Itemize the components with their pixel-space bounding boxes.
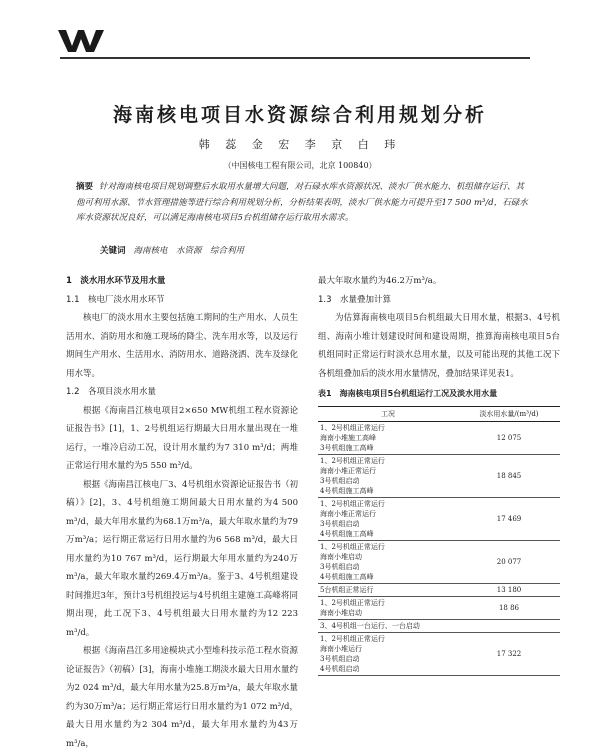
condition-line: 3号机组启动: [320, 476, 360, 485]
condition-cell: [318, 632, 458, 675]
table-row: [318, 421, 560, 454]
header-rule: [60, 57, 530, 59]
water-amount-cell: 13 180: [458, 583, 560, 596]
condition-line: 1、2号机组正常运行: [320, 423, 385, 432]
condition-cell: [318, 583, 458, 596]
paragraph: 根据《海南昌江多用途模块式小型堆科技示范工程水资源论证报告》（初稿）[3]，海南小堆施工期淡水最大日用水量约为2 024 m³/d，最大年用水量为25.8万m³/a，最大年取水量约为30万m³/a；运行期正常运行日用水量约为1 072 m³/d，最大日用水量约为2 304 m³/d，最大年用水量约为43万m³/a，: [66, 646, 298, 749]
right-column: [318, 272, 560, 676]
table-row: [318, 540, 560, 583]
condition-cell: [318, 540, 458, 583]
table-row: [318, 497, 560, 540]
condition-line: 海南小堆正常运行: [320, 466, 376, 475]
water-amount-cell: 18 86: [458, 596, 560, 619]
condition-line: 3号机组启动: [320, 654, 360, 663]
water-amount-cell: 17 469: [458, 497, 560, 540]
keywords: [100, 244, 244, 256]
condition-line: 海南小堆施工高峰: [320, 433, 376, 442]
condition-line: 1、2号机组正常运行: [320, 598, 385, 607]
paragraph: 根据《海南昌江核电项目2×650 MW机组工程水资源论证报告书》[1]，1、2号机组运行期最大日用水量出现在一堆运行，一堆冷启动工况，设计用水量约为7 310 m³/d；两堆正常运行用水量约为5 550 m³/d。: [66, 405, 298, 471]
condition-cell: [318, 421, 458, 454]
journal-logo-icon: [58, 30, 108, 52]
condition-line: 1、2号机组正常运行: [320, 456, 385, 465]
table-row: [318, 454, 560, 497]
table-header-cell: 淡水用水量/(m³/d): [458, 406, 560, 421]
abstract-text: 针对海南核电项目规划调整后水取用水量增大问题，对石碌水库水资源状况、淡水厂供水能力、机组储存运行、其他可利用水源、节水管理措施等进行综合利用规划分析，分析结果表明，淡水厂供水能力可提升至17 500 m³/d，石碌水库水资源状况良好，可以满足海南核电项目5台机组储存运行取用水需求。: [76, 182, 528, 224]
left-column: [66, 272, 298, 753]
condition-line: 1、2号机组正常运行: [320, 499, 385, 508]
water-amount-cell: 12 075: [458, 421, 560, 454]
water-amount-cell: [458, 619, 560, 632]
paragraph: 为估算海南核电项目5台机组最大日用水量，根据3、4号机组、海南小堆计划建设时间和建设周期，推算海南核电项目5台机组同时正常运行时淡水总用水量，以及可能出现的其他工况下各机组叠加后的淡水用水量情况，叠加结果详见表1。: [318, 313, 560, 379]
paper-authors: 韩 蕊 金 宏 李 京 白 玮: [198, 138, 402, 151]
water-amount-cell: 20 077: [458, 540, 560, 583]
condition-cell: [318, 619, 458, 632]
keywords-label: 关键词: [100, 246, 126, 256]
subsection-heading: 1.2 各项目淡水用水量: [66, 387, 157, 397]
paper-title: 海南核电项目水资源综合利用规划分析: [112, 104, 487, 126]
condition-line: 3、4号机组一台运行、一台启动: [320, 621, 420, 630]
keywords-text: 海南核电 水资源 综合利用: [133, 246, 245, 256]
condition-line: 4号机组施工高峰: [320, 486, 374, 495]
table-header-cell: 工况: [318, 406, 458, 421]
condition-line: 海南小堆启动: [320, 608, 362, 617]
condition-cell: [318, 596, 458, 619]
table-row: [318, 583, 560, 596]
section-heading: 1 淡水用水环节及用水量: [66, 276, 166, 286]
condition-line: 3号机组启动: [320, 519, 360, 528]
condition-cell: [318, 454, 458, 497]
table-row: [318, 632, 560, 675]
abstract-label: 摘要: [76, 182, 94, 192]
condition-line: 3号机组施工高峰: [320, 443, 374, 452]
subsection-heading: 1.1 核电厂淡水用水环节: [66, 294, 165, 305]
table-caption: 表1 海南核电项目5台机组运行工况及淡水用水量: [318, 389, 498, 398]
condition-line: 海南小堆启动: [320, 552, 362, 561]
condition-line: 5台机组正常运行: [320, 585, 374, 594]
table-row: [318, 596, 560, 619]
paragraph: 核电厂的淡水用水主要包括施工期间的生产用水、人员生活用水、消防用水和施工现场的降尘、洗车用水等，以及运行期间生产用水、生活用水、消防用水、道路浇洒、洗车及绿化用水等。: [66, 313, 298, 379]
abstract: [76, 180, 530, 227]
condition-line: 4号机组启动: [320, 664, 360, 673]
condition-cell: [318, 497, 458, 540]
condition-line: 海南小堆运行: [320, 644, 362, 653]
water-usage-table: [318, 406, 560, 676]
condition-line: 4号机组施工高峰: [320, 529, 374, 538]
water-amount-cell: 17 322: [458, 632, 560, 675]
condition-line: 海南小堆正常运行: [320, 509, 376, 518]
paragraph: 根据《海南昌江核电厂3、4号机组水资源论证报告书（初稿）》[2]，3、4号机组施工期间最大日用水量约为4 500 m³/d，最大年用水量约为68.1万m³/a，最大年取水量约为79万m³/a；运行期正常运行日用水量约为6 568 m³/d，最大日用水量约为10 767 m³/d，运行期最大年用水量约为240万m³/a，最大年取水量约269.4万m³/a。鉴于3、4号机组建设时间推迟3年，预计3号机组投运与4号机组主建施工高峰将同期出现，此工况下3、4号机组最大日用水量约为12 223 m³/d。: [66, 479, 298, 638]
table-header-row: [318, 406, 560, 421]
water-amount-cell: 18 845: [458, 454, 560, 497]
paragraph: 最大年取水量约为46.2万m³/a。: [318, 276, 442, 286]
condition-line: 1、2号机组正常运行: [320, 634, 385, 643]
condition-line: 4号机组施工高峰: [320, 572, 374, 581]
paper-affiliation: （中国核电工程有限公司，北京 100840）: [223, 161, 377, 170]
condition-line: 3号机组启动: [320, 562, 360, 571]
condition-line: 1、2号机组正常运行: [320, 542, 385, 551]
table-row: [318, 619, 560, 632]
subsection-heading: 1.3 水量叠加计算: [318, 294, 392, 305]
